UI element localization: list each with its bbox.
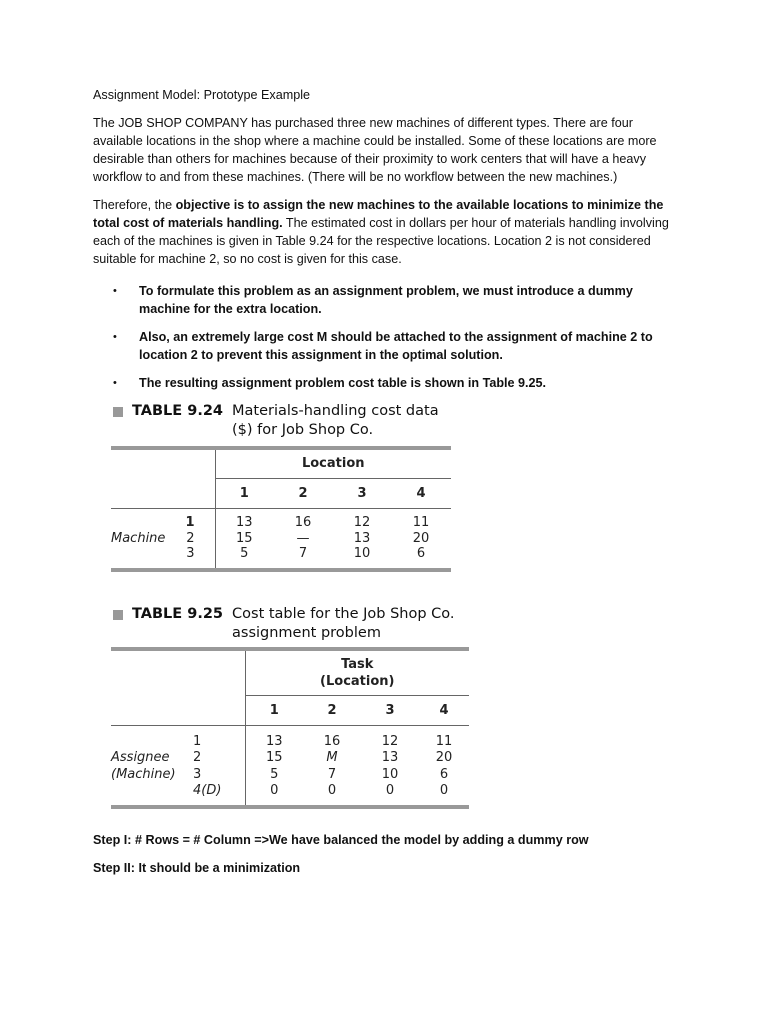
table-row bbox=[111, 546, 451, 570]
row-label: 4(D) bbox=[193, 783, 222, 798]
column-header: 1 bbox=[245, 695, 303, 725]
cell: 13 bbox=[245, 725, 303, 749]
column-group-line: (Location) bbox=[320, 673, 395, 689]
bullet-icon: • bbox=[113, 285, 117, 297]
table-924-caption bbox=[93, 402, 683, 440]
square-icon bbox=[113, 610, 123, 620]
bullet-item-large-cost bbox=[93, 328, 683, 364]
caption-line: ($) for Job Shop Co. bbox=[232, 422, 374, 438]
column-header: 3 bbox=[333, 478, 391, 508]
table-924 bbox=[111, 446, 451, 572]
cell: 15 bbox=[215, 530, 273, 546]
row-group-label: Assignee bbox=[111, 750, 170, 765]
objective-paragraph bbox=[93, 196, 683, 268]
cell: 11 bbox=[435, 734, 453, 749]
bullet-item-dummy bbox=[93, 282, 683, 318]
cell: 5 bbox=[245, 766, 303, 783]
table-row bbox=[111, 783, 469, 807]
cell: 0 bbox=[327, 783, 337, 798]
step-one: Step I: # Rows = # Column =>We have balanced the model by adding a dummy row bbox=[93, 833, 589, 847]
bullet-text-rest: for the extra location. bbox=[190, 302, 322, 316]
cell: 7 bbox=[298, 546, 308, 561]
row-label: 1 bbox=[185, 514, 195, 530]
column-header: 4 bbox=[391, 478, 451, 508]
table-925-label: TABLE 9.25 bbox=[132, 606, 224, 622]
objective-lead: Therefore, the bbox=[93, 198, 176, 212]
cell: 6 bbox=[439, 767, 449, 782]
square-icon bbox=[113, 407, 123, 417]
bullet-icon: • bbox=[113, 377, 117, 389]
table-row bbox=[111, 749, 469, 766]
bullet-text: Also, an extremely large cost M should be attached to the assignment of machine 2 to location 2 to prevent this assignment in the optimal solution. bbox=[139, 330, 653, 362]
table-row bbox=[111, 725, 469, 749]
column-header: 1 bbox=[215, 478, 273, 508]
step-two: Step II: It should be a minimization bbox=[93, 861, 301, 875]
row-group-label: (Machine) bbox=[111, 767, 176, 782]
document-title: Assignment Model: Prototype Example bbox=[93, 88, 310, 102]
cell: 7 bbox=[327, 767, 337, 782]
cell: 5 bbox=[215, 546, 273, 570]
bullet-icon: • bbox=[113, 331, 117, 343]
cell: 0 bbox=[439, 783, 449, 798]
table-924-label: TABLE 9.24 bbox=[132, 403, 224, 419]
document-page bbox=[93, 86, 683, 877]
intro-paragraph: The JOB SHOP COMPANY has purchased three new machines of different types. There are four available locations in the shop where a machine could be installed. Some of these locations are more desirable than others for machines because of their proximity to work centers that will have a heavy workflow to and from these machines. (There will be no workflow between the new machines.) bbox=[93, 116, 657, 184]
cell: 11 bbox=[412, 514, 430, 530]
row-label: 3 bbox=[186, 546, 195, 561]
cell: 0 bbox=[385, 783, 395, 798]
caption-line: Materials-handling cost data bbox=[232, 403, 439, 419]
caption-line: assignment problem bbox=[232, 625, 381, 641]
cell: M bbox=[326, 750, 338, 765]
column-header: 3 bbox=[361, 695, 419, 725]
cell: 12 bbox=[381, 734, 399, 749]
objective-rest: The estimated cost in dollars per hour of materials handling involving each of the machines is given in Table 9.24 for the respective locations. Location 2 is not considered suitable for machine 2, so no cost is given for this case. bbox=[93, 216, 669, 266]
cell: 12 bbox=[353, 514, 371, 530]
table-925 bbox=[111, 647, 469, 809]
cell: 10 bbox=[381, 767, 399, 782]
cell: 13 bbox=[353, 530, 371, 546]
cell: 20 bbox=[412, 530, 430, 546]
table-925-block bbox=[93, 605, 683, 809]
cell: 6 bbox=[416, 546, 426, 561]
bullet-item-cost-table bbox=[93, 374, 683, 392]
bullet-text: To formulate this problem as an assignment problem, we must introduce a bbox=[139, 284, 589, 298]
cell: 20 bbox=[435, 750, 453, 765]
cell: 16 bbox=[294, 514, 312, 530]
bullet-text: The resulting assignment problem cost table is shown in Table 9.25. bbox=[139, 376, 547, 390]
row-label: 1 bbox=[193, 734, 202, 749]
cell: 13 bbox=[381, 750, 399, 765]
bullet-bold: dummy machine bbox=[139, 284, 633, 316]
column-header: 4 bbox=[419, 695, 469, 725]
table-924-caption-text bbox=[232, 402, 439, 440]
bullet-list bbox=[93, 282, 683, 392]
row-label: 2 bbox=[193, 750, 202, 765]
cell: 0 bbox=[245, 783, 303, 807]
column-header: 2 bbox=[273, 478, 333, 508]
column-group-line: Task bbox=[341, 656, 374, 672]
row-label: 2 bbox=[186, 530, 195, 546]
cell: — bbox=[296, 530, 310, 546]
caption-line: Cost table for the Job Shop Co. bbox=[232, 606, 455, 622]
table-925-caption bbox=[93, 605, 683, 643]
column-header: 2 bbox=[303, 695, 361, 725]
table-row bbox=[111, 530, 451, 546]
table-925-caption-text bbox=[232, 605, 455, 643]
cell: 16 bbox=[323, 734, 341, 749]
objective-bold: objective is to assign the new machines to the available locations to minimize the total cost of materials handling. bbox=[93, 198, 664, 230]
row-label: 3 bbox=[193, 767, 202, 782]
table-924-block bbox=[93, 402, 683, 572]
row-group-label: Machine bbox=[111, 530, 166, 546]
cell: 13 bbox=[215, 508, 273, 530]
cell: 15 bbox=[245, 749, 303, 766]
column-group-header: Location bbox=[215, 448, 451, 478]
table-row bbox=[111, 766, 469, 783]
column-group-header bbox=[245, 649, 469, 695]
table-row bbox=[111, 508, 451, 530]
cell: 10 bbox=[353, 546, 371, 561]
